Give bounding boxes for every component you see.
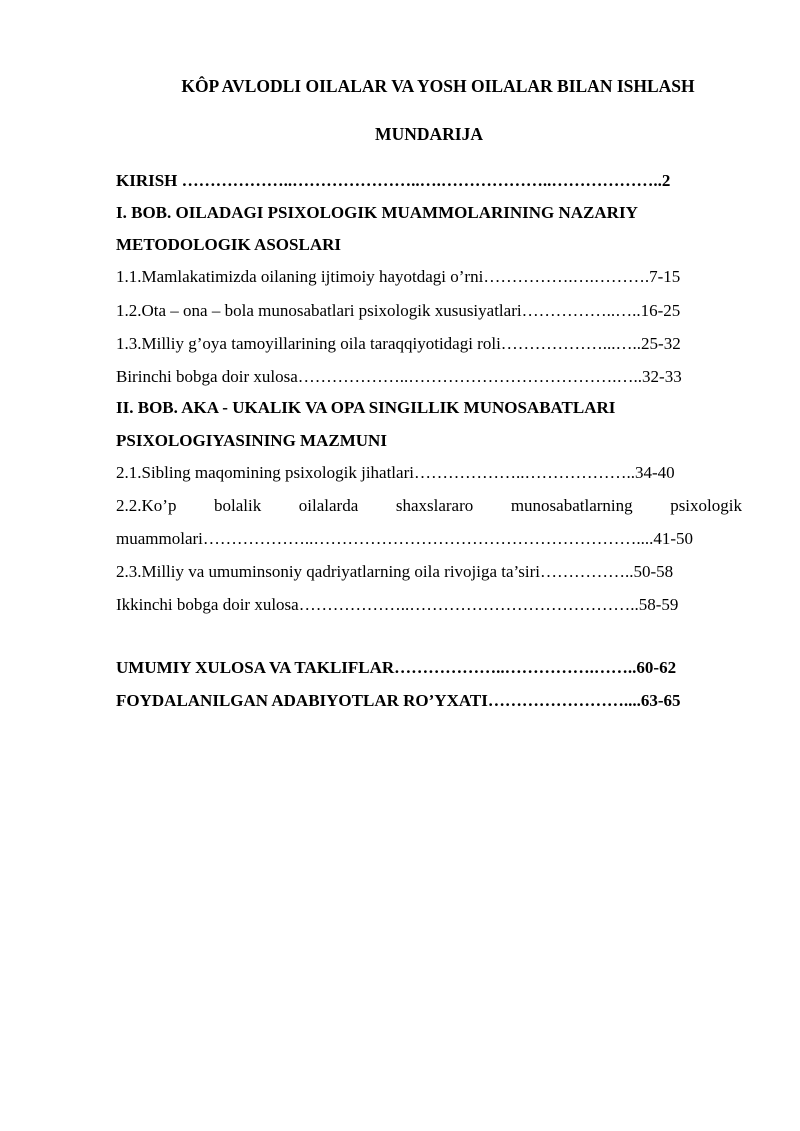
- toc-chapter-1-title-line-2: METODOLOGIK ASOSLARI: [116, 235, 341, 254]
- toc-entry-2-2-line-2: muammolari………………..…………………………………………………....41-50: [116, 529, 694, 548]
- toc-entry-1-1: 1.1.Mamlakatimizda oilaning ijtimoiy hayotdagi o’rni…………….….……….7-15: [116, 267, 681, 286]
- toc-entry-kirish: KIRISH ………………..…………………..….………………..………………..2: [116, 171, 671, 190]
- toc-entry-2-2-word: 2.2.Ko’p: [116, 496, 177, 515]
- toc-entry-chapter-2-conclusion: Ikkinchi bobga doir xulosa………………..…………………………………..58-59: [116, 595, 679, 614]
- toc-entry-2-2-line-1: [116, 495, 742, 517]
- toc-entry-general-conclusion: UMUMIY XULOSA VA TAKLIFLAR………………..…………….……..60-62: [116, 658, 677, 677]
- toc-entry-2-3: 2.3.Milliy va umuminsoniy qadriyatlarning oila rivojiga ta’siri……………..50-58: [116, 562, 674, 581]
- toc-chapter-1-title-line-1: I. BOB. OILADAGI PSIXOLOGIK MUAMMOLARINING NAZARIY: [116, 203, 638, 222]
- toc-chapter-2-title-line-1: II. BOB. AKA - UKALIK VA OPA SINGILLIK MUNOSABATLARI: [116, 398, 616, 417]
- toc-entry-2-2-word: munosabatlarning: [510, 496, 633, 515]
- document-title: KÔP AVLODLI OILALAR VA YOSH OILALAR BILAN ISHLASH: [181, 76, 695, 96]
- toc-entry-1-2: 1.2.Ota – ona – bola munosabatlari psixologik xususiyatlari……………..…..16-25: [116, 301, 681, 320]
- toc-entry-2-2-word: oilalarda: [298, 496, 359, 515]
- toc-heading: MUNDARIJA: [375, 124, 483, 144]
- toc-entry-references: FOYDALANILGAN ADABIYOTLAR RO’YXATI……………………....63-65: [116, 691, 681, 710]
- toc-entry-chapter-1-conclusion: Birinchi bobga doir xulosa………………..……………………………….…..32-33: [116, 367, 682, 386]
- toc-entry-2-2-word: bolalik: [214, 496, 262, 515]
- toc-entry-2-1: 2.1.Sibling maqomining psixologik jihatlari………………..………………..34-40: [116, 463, 675, 482]
- toc-entry-2-2-word: psixologik: [670, 496, 742, 515]
- toc-entry-2-2-word: shaxslararo: [395, 496, 474, 515]
- toc-entry-1-3: 1.3.Milliy g’oya tamoyillarining oila taraqqiyotidagi roli………………...…..25-32: [116, 334, 681, 353]
- toc-chapter-2-title-line-2: PSIXOLOGIYASINING MAZMUNI: [116, 431, 387, 450]
